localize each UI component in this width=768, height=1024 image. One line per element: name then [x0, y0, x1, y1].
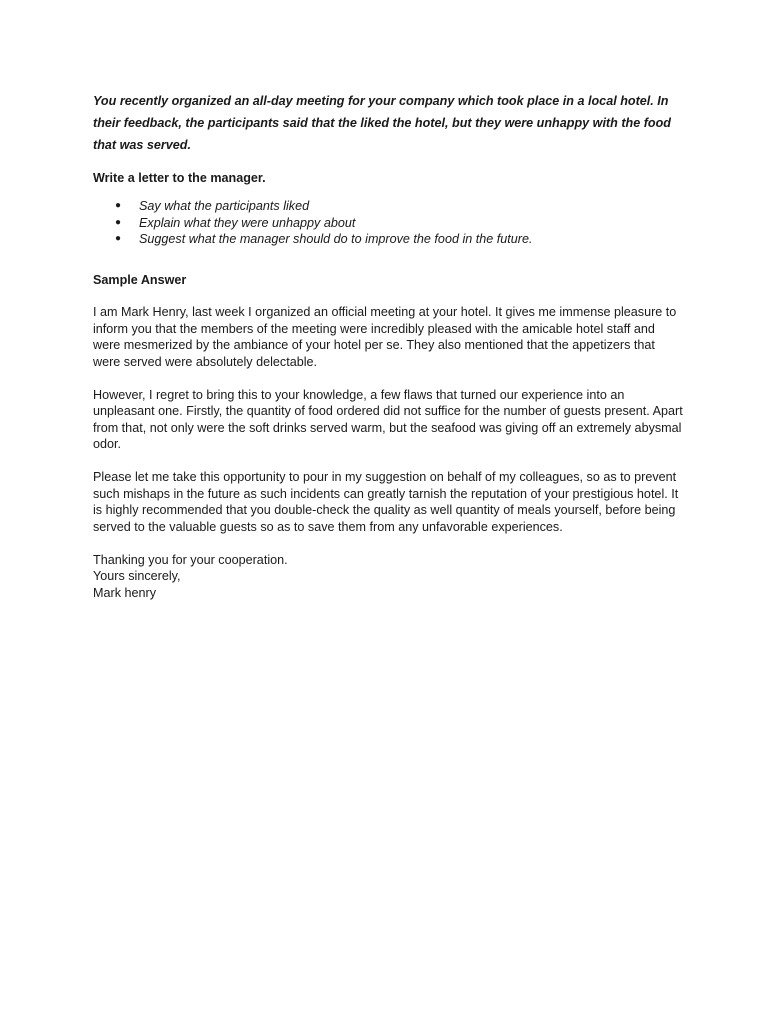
letter-paragraph-3: Please let me take this opportunity to pour in my suggestion on behalf of my colleagues, so as to prevent such mishaps in the future as such incidents can greatly tarnish the reputation of your prestigious hotel. It is highly recommended that you double-check the quality as well quantity of meals yourself, before being served to the valuable guests so as to save them from any unfavorable experiences. — [93, 470, 679, 534]
letter-paragraph-2: However, I regret to bring this to your knowledge, a few flaws that turned our experience into an unpleasant one. Firstly, the quantity of food ordered did not suffice for the number of guests present. Apart from that, not only were the soft drinks served warm, but the seafood was giving off an extremely abysmal odor. — [93, 387, 683, 451]
bullet-dot-icon: ● — [115, 216, 122, 228]
bullet-dot-icon: ● — [115, 200, 122, 211]
closing-signoff: Yours sincerely, — [93, 569, 181, 583]
signature-name: Mark henry — [93, 585, 156, 600]
sample-answer-heading: Sample Answer — [93, 272, 187, 287]
task-instruction: Write a letter to the manager. — [93, 171, 266, 185]
letter-paragraph-1: I am Mark Henry, last week I organized an official meeting at your hotel. It gives me immense pleasure to inform you that the members of the meeting were incredibly pleased with the amicable hotel staff and were mesmerized by the ambiance of your hotel per se. They also mentioned that the appetizers that were served were absolutely delectable. — [93, 305, 677, 369]
document-page — [93, 90, 683, 601]
bullet-text: Explain what they were unhappy about — [139, 215, 356, 230]
closing-thanks: Thanking you for your cooperation. — [93, 552, 288, 567]
task-bullet-list — [93, 198, 683, 248]
bullet-item — [93, 215, 683, 232]
bullet-text: Suggest what the manager should do to improve the food in the future. — [139, 232, 533, 246]
task-prompt: You recently organized an all-day meeting for your company which took place in a local hotel. In their feedback, the participants said that the liked the hotel, but they were unhappy with the food that was served. — [93, 94, 671, 152]
bullet-text: Say what the participants liked — [139, 199, 310, 213]
bullet-item — [93, 198, 683, 215]
bullet-dot-icon: ● — [115, 233, 122, 244]
bullet-item — [93, 231, 683, 248]
